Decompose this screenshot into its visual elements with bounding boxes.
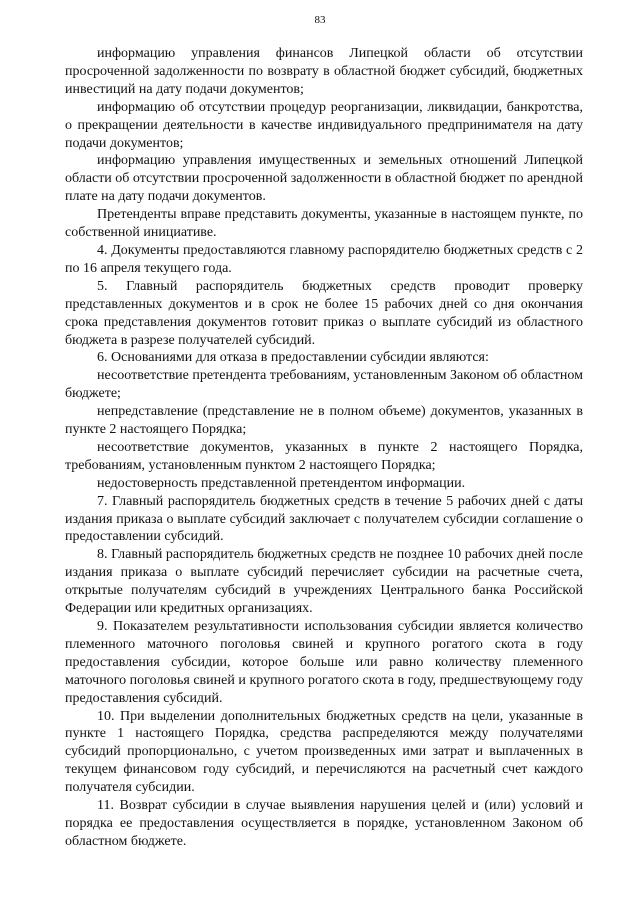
paragraph: информацию управления финансов Липецкой области об отсутствии просроченной задолженности по возврату в областной бюджет субсидий, бюджетных инвестиций на дату подачи документов; xyxy=(65,46,583,97)
paragraph: недостоверность представленной претендентом информации. xyxy=(97,475,466,491)
paragraph: информацию управления имущественных и земельных отношений Липецкой области об отсутствии просроченной задолженности в областной бюджет по арендной плате на дату подачи документов. xyxy=(65,153,583,205)
paragraph: 9. Показателем результативности использования субсидии является количество племенного маточного поголовья свиней и крупного рогатого скота в году предоставления субсидии, которое больше или равно количеству племенного маточного поголовья свиней и крупного рогатого скота в году, предшествующему году предоставления субсидий. xyxy=(65,619,583,706)
paragraph: 5. Главный распорядитель бюджетных средств проводит проверку представленных документов и в срок не более 15 рабочих дней со дня окончания срока представления документов готовит приказ о выплате субсидий из областного бюджета в разрезе получателей субсидий. xyxy=(65,278,583,348)
document-body xyxy=(65,45,583,851)
paragraph: 8. Главный распорядитель бюджетных средств не позднее 10 рабочих дней после издания приказа о выплате субсидий перечисляет субсидии на расчетные счета, открытые получателям субсидий в учреждениях Центрального банка Российской Федерации или кредитных организациях. xyxy=(65,547,583,617)
page-number: 83 xyxy=(314,14,326,26)
paragraph: 11. Возврат субсидии в случае выявления нарушения целей и (или) условий и порядка ее предоставления осуществляется в порядке, установленном Законом об областном бюджете. xyxy=(65,798,583,849)
paragraph: непредставление (представление не в полном объеме) документов, указанных в пункте 2 настоящего Порядка; xyxy=(65,404,583,438)
paragraph: 4. Документы предоставляются главному распорядителю бюджетных средств с 2 по 16 апреля текущего года. xyxy=(65,242,583,276)
paragraph: несоответствие претендента требованиям, установленным Законом об областном бюджете; xyxy=(65,368,583,402)
paragraph: Претенденты вправе представить документы, указанные в настоящем пункте, по собственной инициативе. xyxy=(65,207,583,241)
paragraph: несоответствие документов, указанных в пункте 2 настоящего Порядка, требованиям, установленным пунктом 2 настоящего Порядка; xyxy=(65,439,583,473)
paragraph: информацию об отсутствии процедур реорганизации, ликвидации, банкротства, о прекращении деятельности в качестве индивидуального предпринимателя на дату подачи документов; xyxy=(65,99,583,151)
paragraph: 7. Главный распорядитель бюджетных средств в течение 5 рабочих дней с даты издания приказа о выплате субсидий заключает с получателем субсидии соглашение о предоставлении субсидий. xyxy=(65,493,583,545)
paragraph: 6. Основаниями для отказа в предоставлении субсидии являются: xyxy=(97,350,489,366)
paragraph: 10. При выделении дополнительных бюджетных средств на цели, указанные в пункте 1 настоящего Порядка, средства распределяются между получателями субсидий пропорционально, с учетом произведенных ими затрат и выплаченных в текущем финансовом году субсидий, и перечисляются на расчетный счет каждого получателя субсидии. xyxy=(65,708,583,796)
